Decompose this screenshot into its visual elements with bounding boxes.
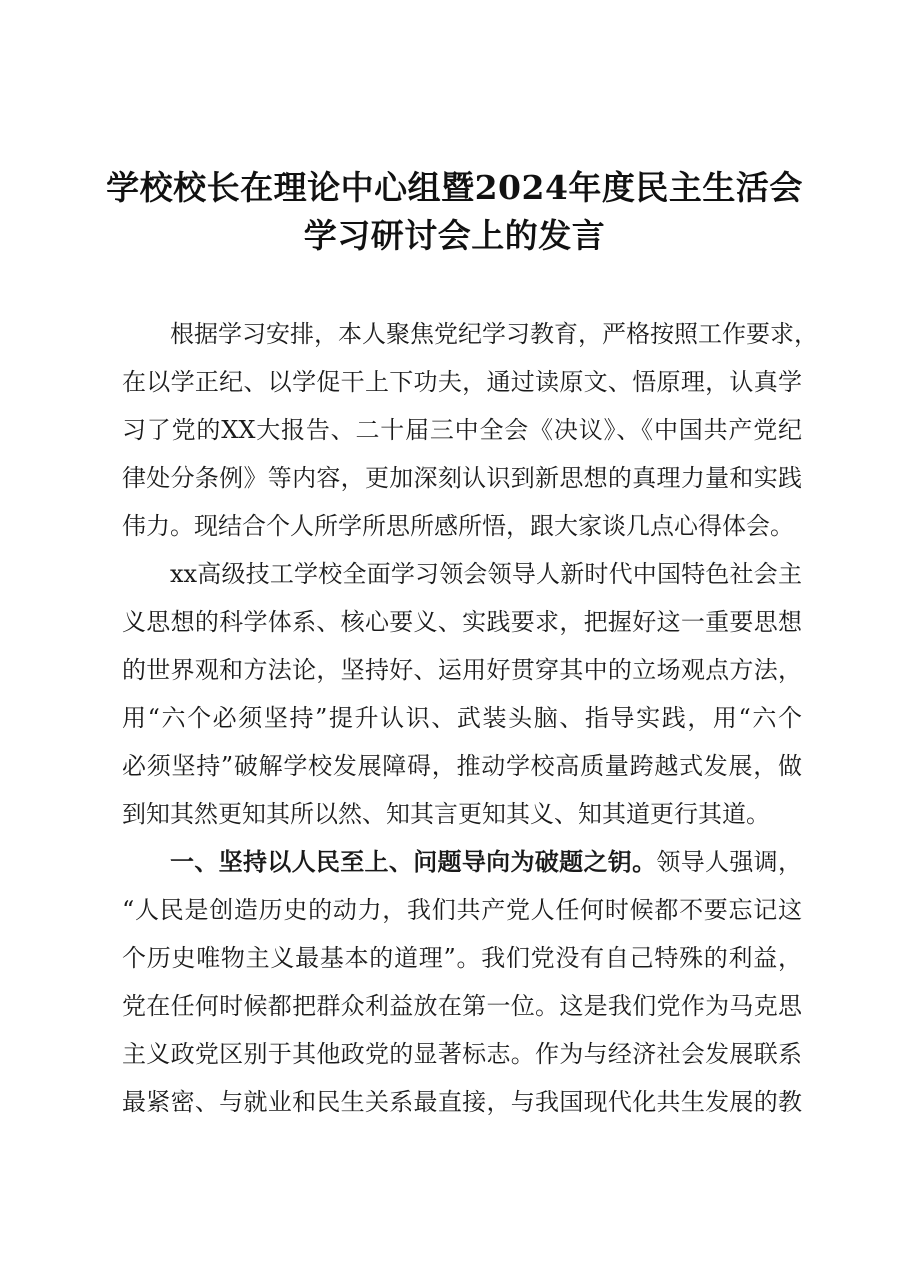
paragraph-line: 必须坚持”破解学校发展障碍，推动学校高质量跨越式发展，做 <box>122 752 802 780</box>
paragraph-line: 伟力。现结合个人所学所思所感所悟，跟大家谈几点心得体会。 <box>122 512 794 540</box>
paragraph-line: 根据学习安排，本人聚焦党纪学习教育，严格按照工作要求， <box>170 320 818 348</box>
paragraph-first-line <box>122 838 802 886</box>
document-title-line-1: 学校校长在理论中心组暨2024年度民主生活会 <box>106 168 803 207</box>
document-title-line-2: 学习研讨会上的发言 <box>303 216 606 255</box>
paragraph-line: 在以学正纪、以学促干上下功夫，通过读原文、悟原理，认真学 <box>122 368 802 396</box>
paragraph-line: 义思想的科学体系、核心要义、实践要求，把握好这一重要思想 <box>122 608 802 636</box>
paragraph-line: 个历史唯物主义最基本的道理”。我们党没有自己特殊的利益， <box>122 944 802 972</box>
paragraph-line: 到知其然更知其所以然、知其言更知其义、知其道更行其道。 <box>122 800 770 828</box>
paragraph-line: 习了党的XX大报告、二十届三中全会《决议》、《中国共产党纪 <box>122 416 802 444</box>
paragraph-school-overview <box>122 550 802 838</box>
paragraph-line: 最紧密、与就业和民生关系最直接，与我国现代化共生发展的教 <box>122 1088 802 1116</box>
section-heading-continuation: 领导人强调， <box>656 848 803 876</box>
paragraph-line: 的世界观和方法论，坚持好、运用好贯穿其中的立场观点方法， <box>122 656 802 684</box>
paragraph-line: xx高级技工学校全面学习领会领导人新时代中国特色社会主 <box>170 560 802 588</box>
paragraph-line: “人民是创造历史的动力，我们共产党人任何时候都不要忘记这 <box>122 896 802 924</box>
document-body <box>122 310 818 1126</box>
paragraph-section-one <box>122 838 802 1126</box>
section-heading: 一、坚持以人民至上、问题导向为破题之钥。 <box>170 847 657 876</box>
paragraph-line: 用“六个必须坚持”提升认识、武装头脑、指导实践，用“六个 <box>122 704 802 732</box>
paragraph-line: 党在任何时候都把群众利益放在第一位。这是我们党作为马克思 <box>122 992 802 1020</box>
paragraph-line: 律处分条例》等内容，更加深刻认识到新思想的真理力量和实践 <box>122 464 802 492</box>
paragraph-line: 主义政党区别于其他政党的显著标志。作为与经济社会发展联系 <box>122 1040 802 1068</box>
paragraph-intro <box>122 310 818 550</box>
